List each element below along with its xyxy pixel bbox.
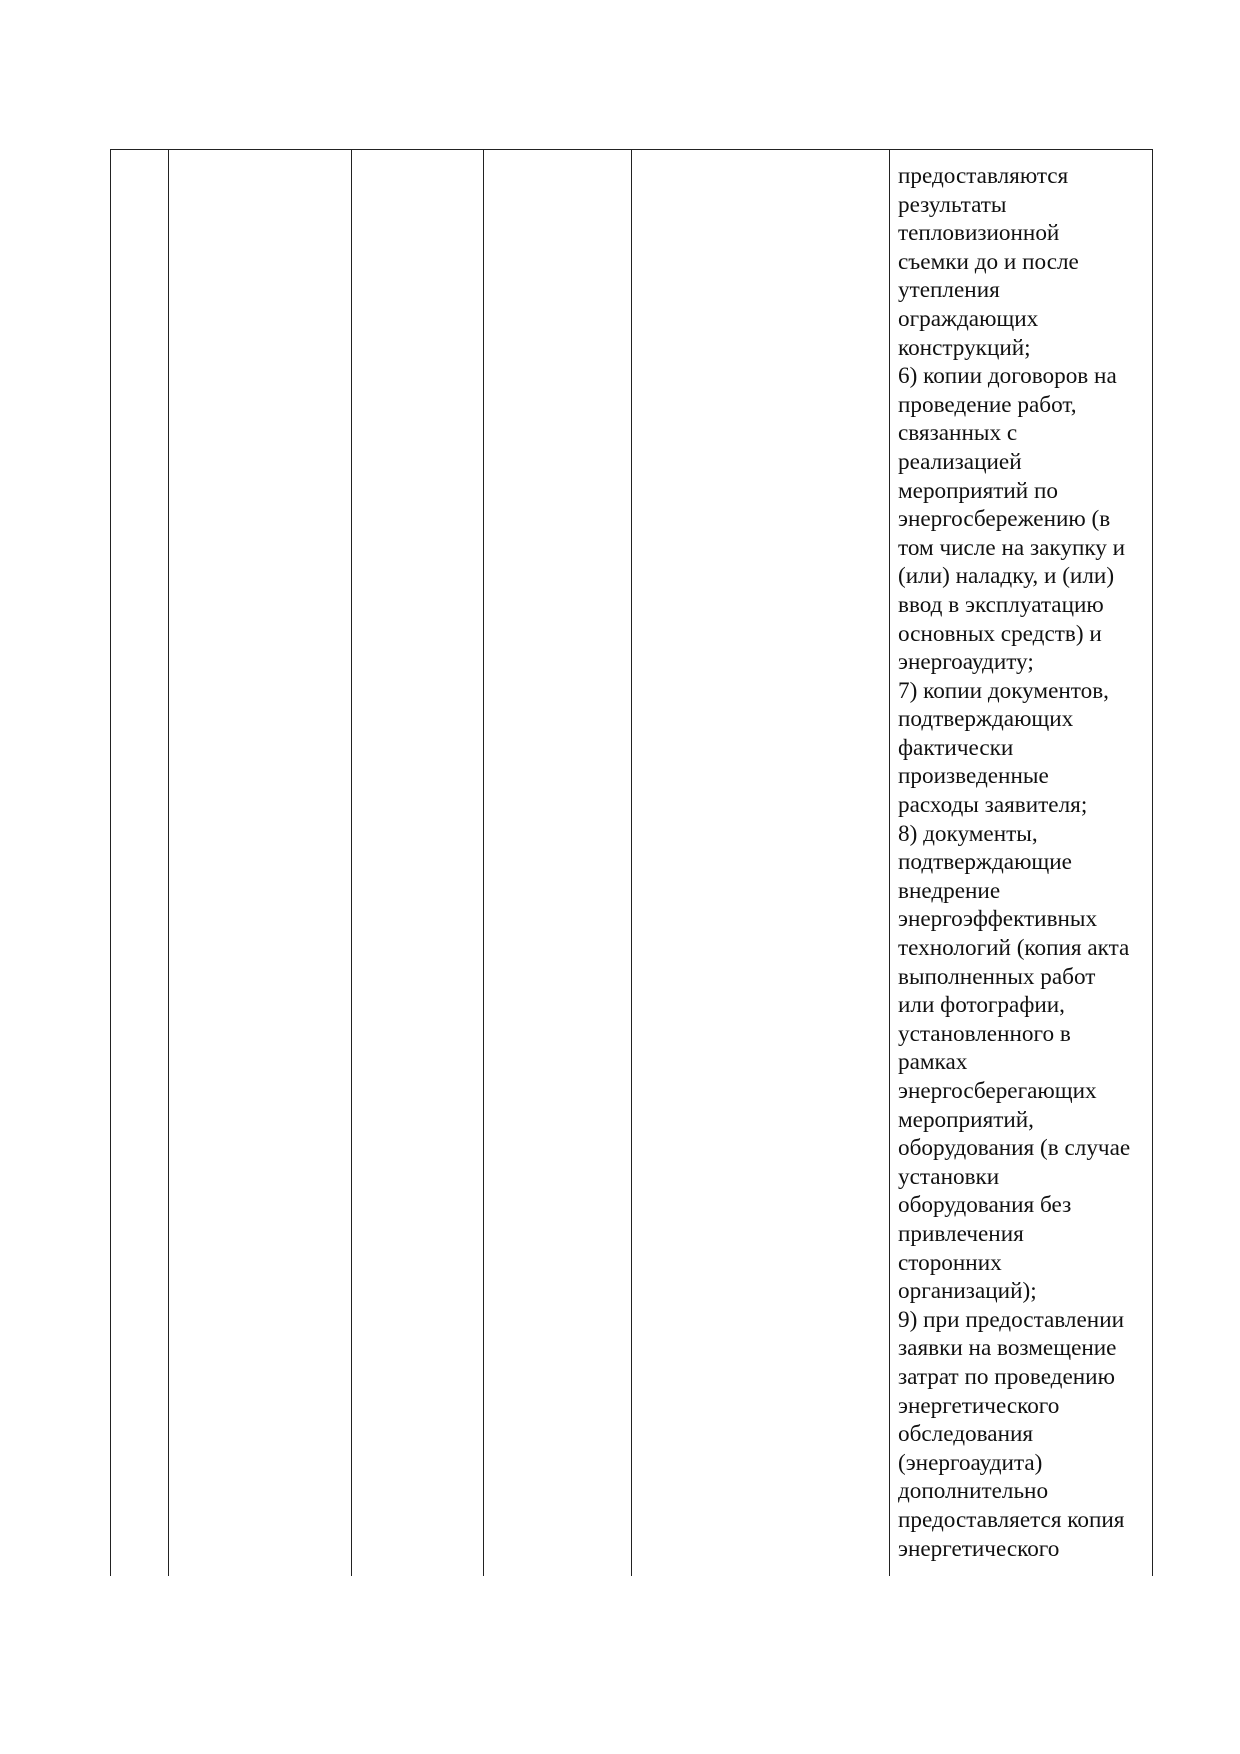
table-column-divider <box>889 150 890 1576</box>
table-border-right <box>1152 150 1153 1576</box>
table-column-divider <box>631 150 632 1576</box>
table-border-left <box>110 150 111 1576</box>
table-column-divider <box>168 150 169 1576</box>
table-column-divider <box>483 150 484 1576</box>
document-table <box>110 149 1153 1576</box>
table-cell-documents-list: предоставляются результаты тепловизионной съемки до и после утепления ограждающих конструкций; 6) копии договоров на проведение работ, связанных с реализацией мероприятий по энергосбережению (в том числе на закупку и (или) наладку, и (или) ввод в эксплуатацию основных средств) и энергоаудиту; 7) копии документов, подтверждающих фактически произведенные расходы заявителя; 8) документы, подтверждающие внедрение энергоэффективных технологий (копия акта выполненных работ или фотографии, установленного в рамках энергосберегающих мероприятий, оборудования (в случае установки оборудования без привлечения сторонних организаций); 9) при предоставлении заявки на возмещение затрат по проведению энергетического обследования (энергоаудита) дополнительно предоставляется копия энергетического <box>898 163 1131 1562</box>
table-column-divider <box>351 150 352 1576</box>
